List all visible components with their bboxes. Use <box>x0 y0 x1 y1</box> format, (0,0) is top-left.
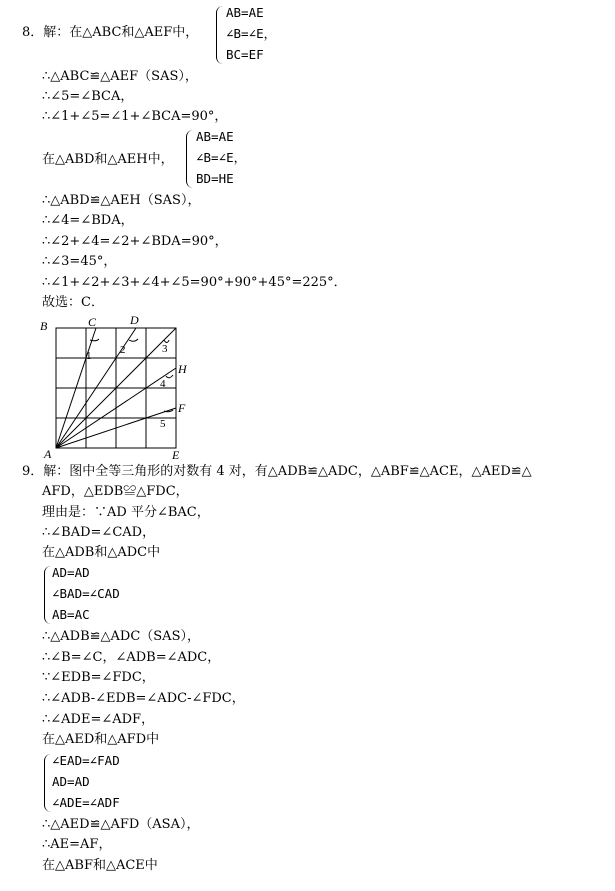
p8-line: ∴∠1+∠2+∠3+∠4+∠5=90°+90°+45°=225°． <box>42 275 347 290</box>
p9-line: 在△ABF和△ACE中 <box>42 858 158 873</box>
sys-line: AB=AE <box>196 129 234 144</box>
sys-line: ∠EAD=∠FAD <box>52 753 120 768</box>
equation-system-4 <box>52 750 120 813</box>
sys-line: AD=AD <box>52 774 90 789</box>
p9-line: ∴∠ADB-∠EDB=∠ADC-∠FDC， <box>42 691 245 706</box>
brace <box>216 6 223 64</box>
sys-line: AD=AD <box>52 565 90 580</box>
point-label-B: B <box>40 319 48 333</box>
p8-line: ∴△ABD≌△AEH（SAS）， <box>42 193 201 208</box>
point-label-D: D <box>130 313 139 327</box>
geometry-figure <box>36 312 196 462</box>
point-label-A: A <box>44 447 52 461</box>
p9-line: ∵∠EDB=∠FDC， <box>42 670 155 685</box>
p8-line: ∴△ABC≌△AEF（SAS）， <box>42 69 198 84</box>
p8-line: ∴∠3=45°， <box>42 254 117 269</box>
brace <box>186 130 193 188</box>
p9-line: 理由是：∵AD 平分∠BAC， <box>42 505 210 520</box>
sys-line: AB=AC <box>52 607 90 622</box>
sys-line: ∠B=∠E， <box>226 26 277 41</box>
sys-line: ∠B=∠E， <box>196 150 247 165</box>
p8-line: ∴∠2+∠4=∠2+∠BDA=90°， <box>42 234 228 249</box>
sys-line: BD=HE <box>196 171 234 186</box>
angle-label-1: 1 <box>86 350 92 362</box>
p9-line: ∴△AED≌△AFD（ASA）， <box>42 817 200 832</box>
brace <box>44 566 51 624</box>
sys-line: ∠ADE=∠ADF <box>52 795 120 810</box>
sys-line: ∠BAD=∠CAD <box>52 586 120 601</box>
p8-line: ∴∠4=∠BDA， <box>42 213 134 228</box>
sys-line: AB=AE <box>226 5 264 20</box>
p9-line: ∴∠BAD=∠CAD， <box>42 525 156 540</box>
equation-system-3 <box>52 562 120 625</box>
p9-line: 9．解：图中全等三角形的对数有 4 对，有△ADB≌△ADC，△ABF≌△ACE，△AED≌△ <box>22 464 532 479</box>
p8-line: ∴∠1+∠5=∠1+∠BCA=90°， <box>42 109 228 124</box>
angle-label-3: 3 <box>162 343 168 355</box>
p8-line: 在△ABD和△AEH中， <box>42 152 174 167</box>
p9-line: ∴∠B=∠C，∠ADB=∠ADC， <box>42 650 221 665</box>
angle-label-5: 5 <box>160 418 166 430</box>
p9-line: 在△ADB和△ADC中 <box>42 545 161 560</box>
equation-system-1 <box>226 2 276 65</box>
point-label-C: C <box>88 315 97 329</box>
brace <box>44 754 51 812</box>
p9-line: ∴△ADB≌△ADC（SAS）， <box>42 629 200 644</box>
p8-line: ∴∠5=∠BCA， <box>42 89 134 104</box>
p9-line: 在△AED和△AFD中 <box>42 732 160 747</box>
p9-line: ∴AE=AF， <box>42 837 112 852</box>
point-label-H: H <box>178 362 187 376</box>
p8-intro: 8．解：在△ABC和△AEF中， <box>22 25 199 40</box>
equation-system-2 <box>196 126 246 189</box>
sys-line: BC=EF <box>226 47 264 62</box>
point-label-E: E <box>172 448 180 462</box>
p9-line: AFD，△EDB≌△FDC， <box>42 484 189 499</box>
angle-label-4: 4 <box>160 378 166 390</box>
point-label-F: F <box>178 401 186 415</box>
angle-label-2: 2 <box>120 344 126 356</box>
p8-line: 故选：C． <box>42 295 104 310</box>
p9-line: ∴∠ADE=∠ADF， <box>42 712 155 727</box>
